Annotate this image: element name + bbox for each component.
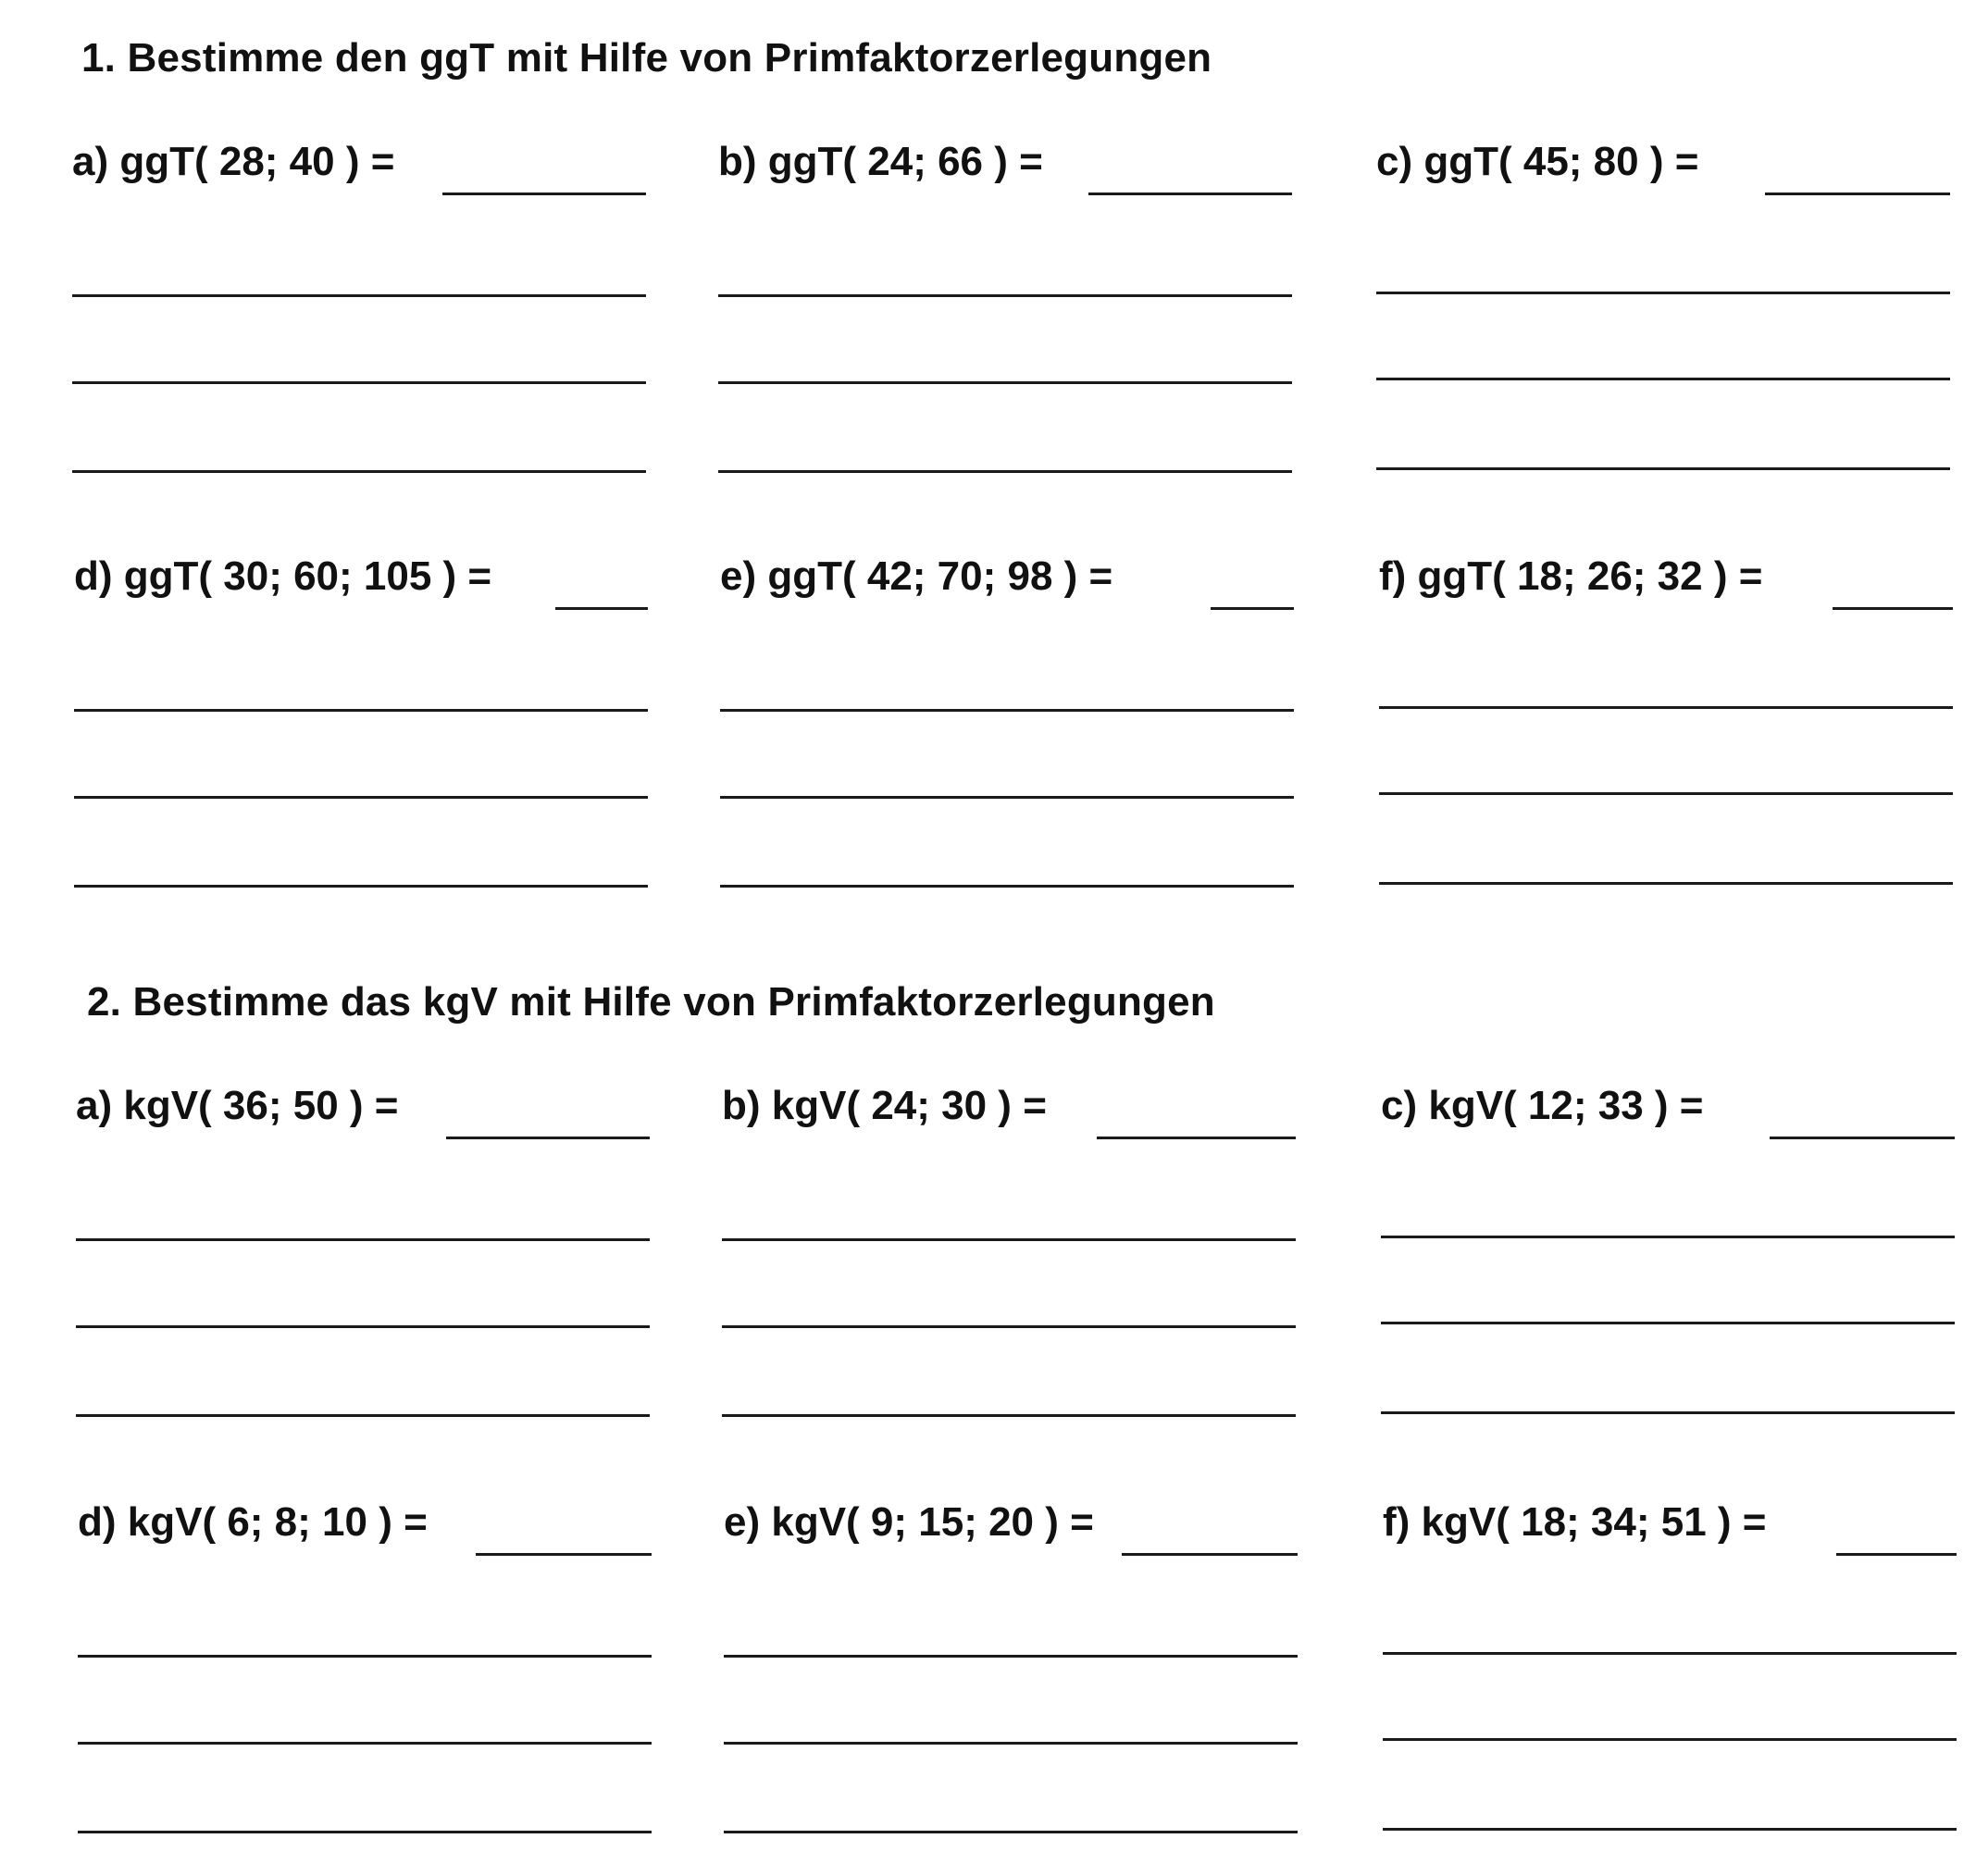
task-ggt-b bbox=[718, 139, 1292, 491]
work-line bbox=[720, 709, 1294, 712]
task-kgv-a bbox=[76, 1083, 650, 1435]
work-line bbox=[74, 885, 648, 888]
work-line bbox=[1381, 1236, 1955, 1238]
answer-line bbox=[1770, 1137, 1955, 1139]
work-line bbox=[76, 1414, 650, 1417]
work-line bbox=[1379, 706, 1953, 709]
task-kgv-c bbox=[1381, 1083, 1955, 1435]
work-line bbox=[1379, 882, 1953, 885]
work-line bbox=[724, 1742, 1298, 1745]
task-label: d) kgV( 6; 8; 10 ) = bbox=[78, 1499, 428, 1545]
task-label: e) ggT( 42; 70; 98 ) = bbox=[720, 553, 1113, 599]
answer-line bbox=[1836, 1553, 1957, 1556]
work-line bbox=[1381, 1322, 1955, 1324]
work-line bbox=[78, 1655, 652, 1658]
task-kgv-b bbox=[722, 1083, 1296, 1435]
work-line bbox=[76, 1238, 650, 1241]
section-2-heading: 2. Bestimme das kgV mit Hilfe von Primfaktorzerlegungen bbox=[87, 979, 1215, 1025]
work-line bbox=[718, 470, 1292, 473]
task-label: c) ggT( 45; 80 ) = bbox=[1376, 139, 1699, 184]
answer-line bbox=[1088, 193, 1292, 195]
work-line bbox=[74, 709, 648, 712]
task-ggt-f bbox=[1379, 553, 1953, 905]
work-line bbox=[1376, 378, 1950, 380]
answer-line bbox=[1833, 607, 1953, 610]
work-line bbox=[78, 1831, 652, 1833]
answer-line bbox=[555, 607, 648, 610]
task-label: b) kgV( 24; 30 ) = bbox=[722, 1083, 1047, 1128]
work-line bbox=[718, 294, 1292, 297]
task-kgv-d bbox=[78, 1499, 652, 1851]
answer-line bbox=[1122, 1553, 1298, 1556]
task-kgv-e bbox=[724, 1499, 1298, 1851]
task-label: a) kgV( 36; 50 ) = bbox=[76, 1083, 399, 1128]
work-line bbox=[722, 1414, 1296, 1417]
work-line bbox=[1379, 792, 1953, 795]
work-line bbox=[1383, 1828, 1957, 1831]
work-line bbox=[1383, 1738, 1957, 1741]
task-label: a) ggT( 28; 40 ) = bbox=[72, 139, 395, 184]
task-label: c) kgV( 12; 33 ) = bbox=[1381, 1083, 1704, 1128]
work-line bbox=[72, 381, 646, 384]
work-line bbox=[1381, 1411, 1955, 1414]
work-line bbox=[78, 1742, 652, 1745]
answer-line bbox=[1097, 1137, 1296, 1139]
task-ggt-d bbox=[74, 553, 648, 905]
task-label: d) ggT( 30; 60; 105 ) = bbox=[74, 553, 492, 599]
work-line bbox=[1383, 1652, 1957, 1655]
work-line bbox=[76, 1325, 650, 1328]
work-line bbox=[724, 1831, 1298, 1833]
work-line bbox=[72, 294, 646, 297]
section-1-heading: 1. Bestimme den ggT mit Hilfe von Primfaktorzerlegungen bbox=[81, 35, 1212, 81]
work-line bbox=[722, 1325, 1296, 1328]
task-ggt-e bbox=[720, 553, 1294, 905]
task-kgv-f bbox=[1383, 1499, 1957, 1851]
work-line bbox=[1376, 292, 1950, 294]
work-line bbox=[724, 1655, 1298, 1658]
work-line bbox=[72, 470, 646, 473]
task-label: f) ggT( 18; 26; 32 ) = bbox=[1379, 553, 1763, 599]
answer-line bbox=[442, 193, 646, 195]
answer-line bbox=[1211, 607, 1294, 610]
work-line bbox=[74, 796, 648, 799]
work-line bbox=[720, 885, 1294, 888]
task-label: f) kgV( 18; 34; 51 ) = bbox=[1383, 1499, 1767, 1545]
work-line bbox=[1376, 467, 1950, 470]
answer-line bbox=[446, 1137, 650, 1139]
task-ggt-a bbox=[72, 139, 646, 491]
answer-line bbox=[1765, 193, 1950, 195]
task-ggt-c bbox=[1376, 139, 1950, 491]
task-label: e) kgV( 9; 15; 20 ) = bbox=[724, 1499, 1094, 1545]
work-line bbox=[720, 796, 1294, 799]
task-label: b) ggT( 24; 66 ) = bbox=[718, 139, 1043, 184]
work-line bbox=[722, 1238, 1296, 1241]
work-line bbox=[718, 381, 1292, 384]
answer-line bbox=[476, 1553, 652, 1556]
